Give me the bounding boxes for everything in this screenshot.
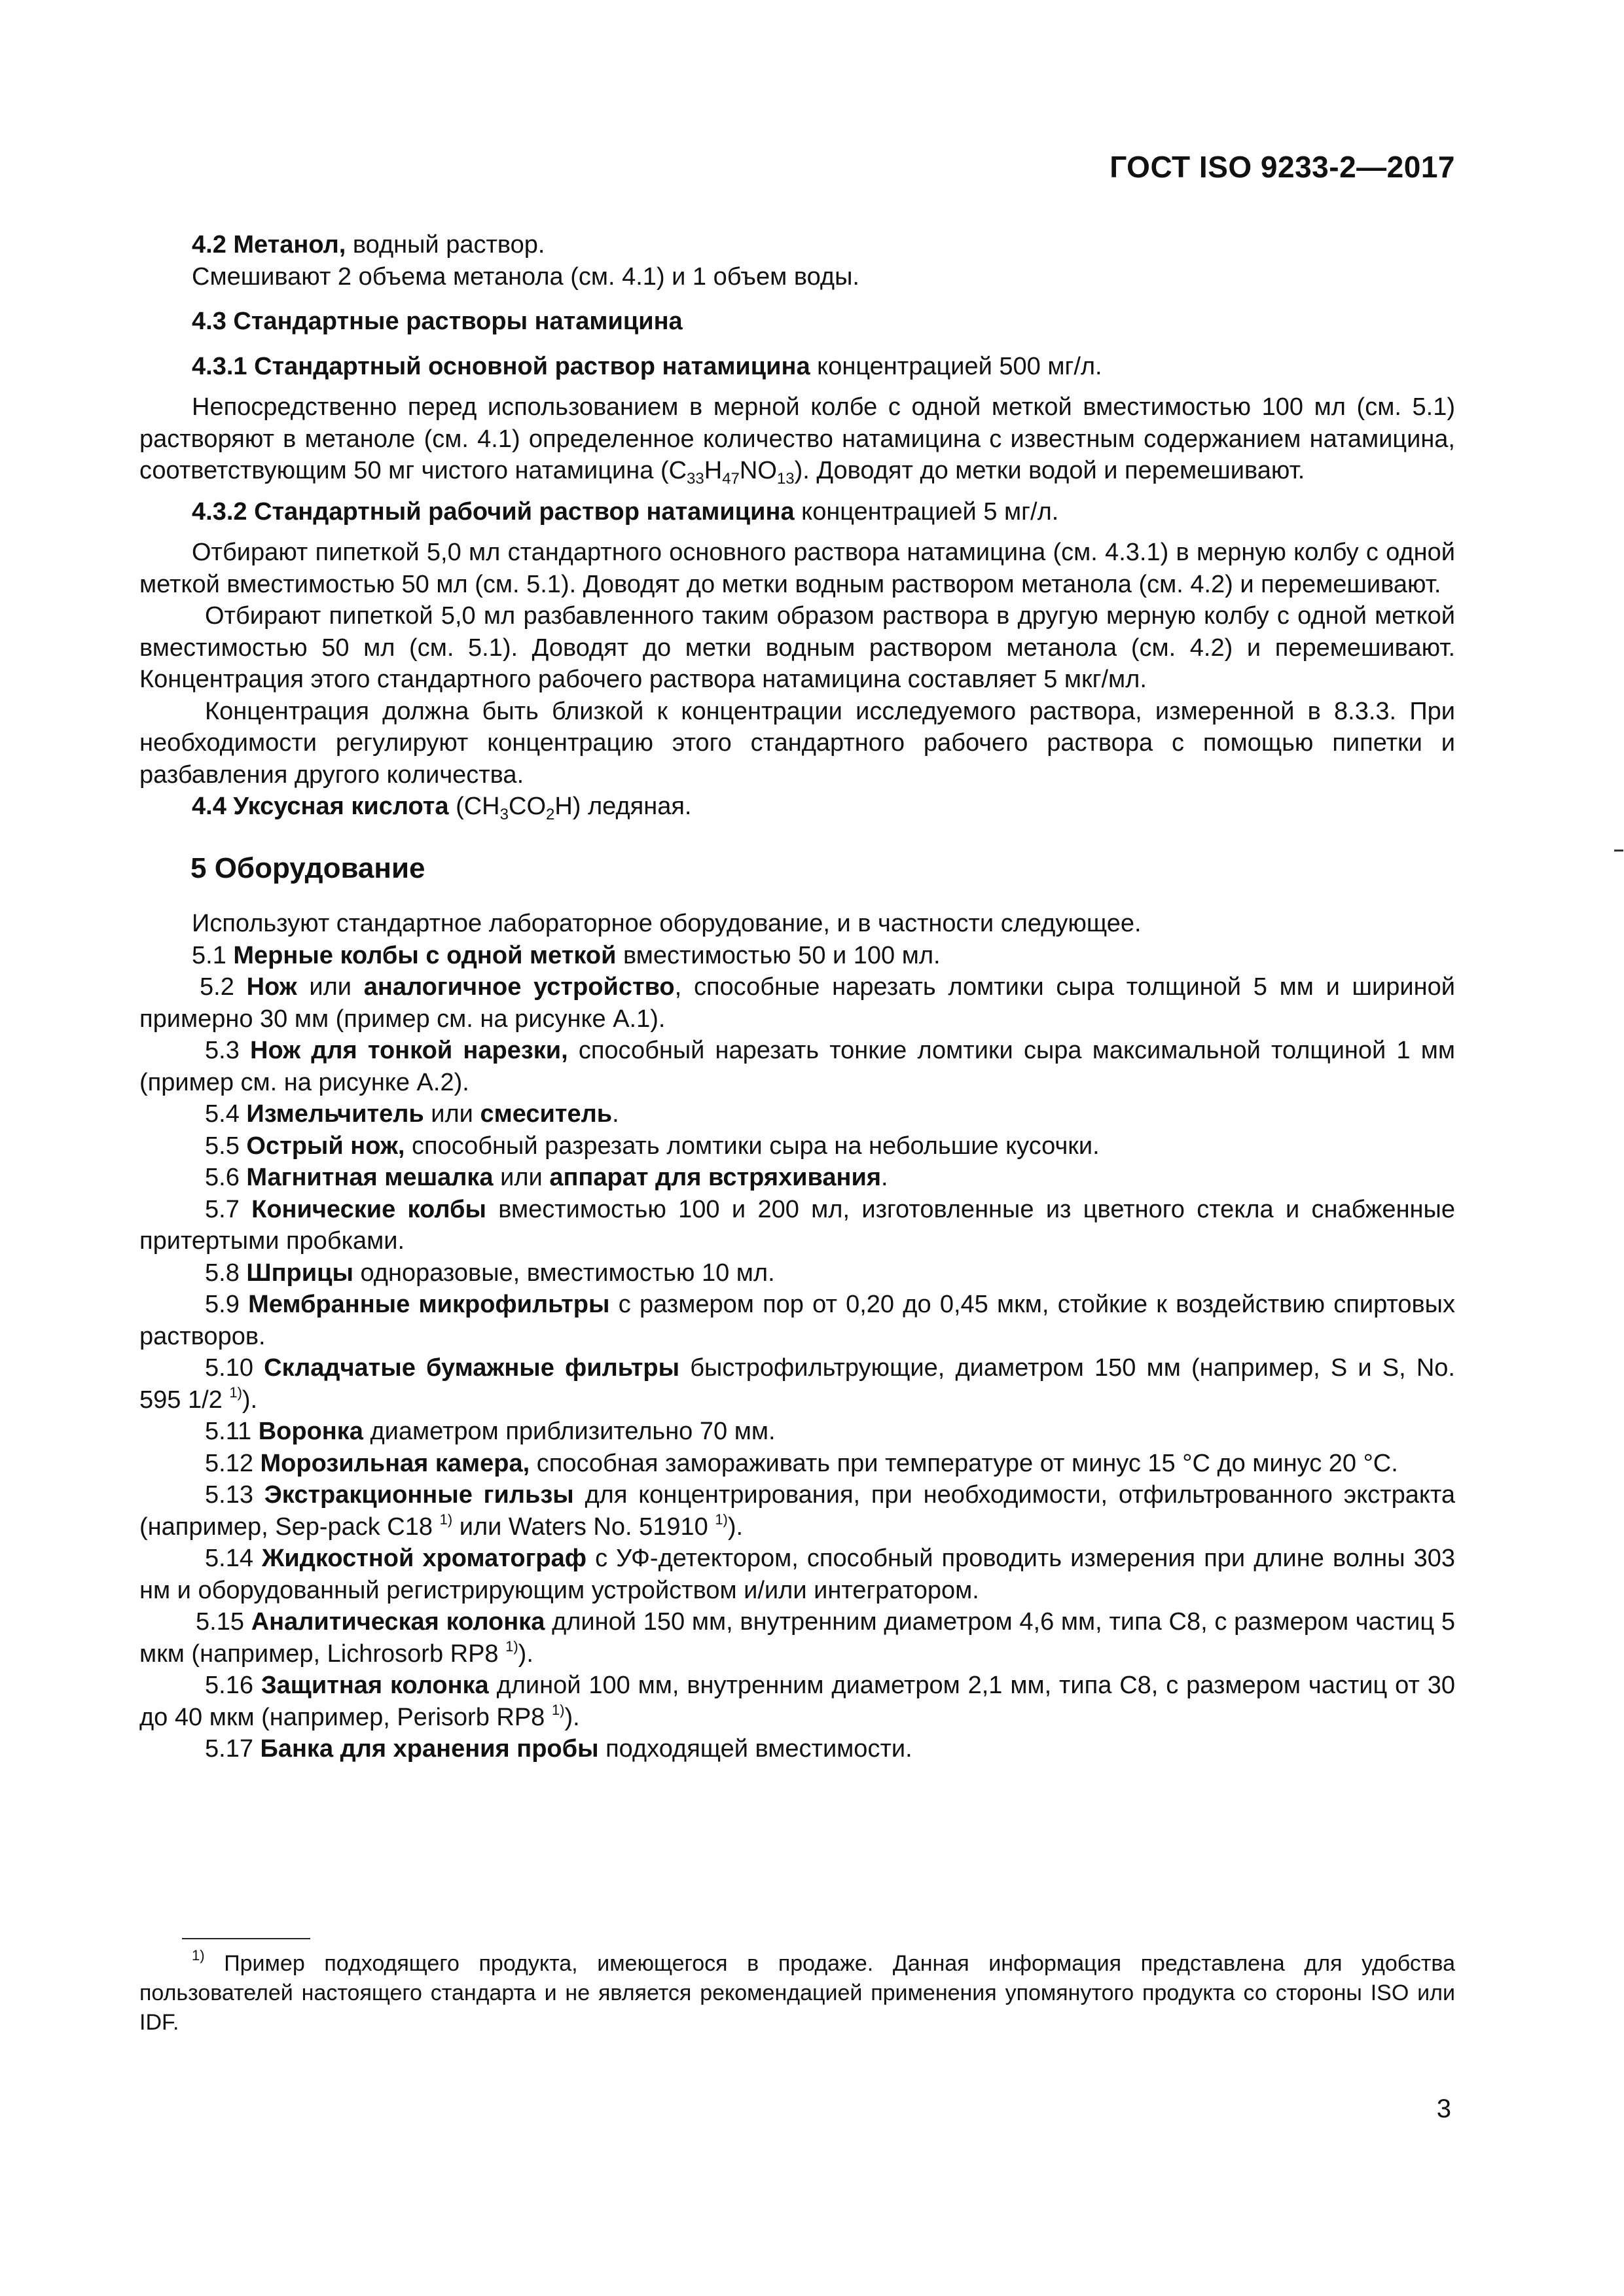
item-5-13: 5.13 Экстракционные гильзы для концентрирования, при необходимости, отфильтрованного экстракта (например, Sep-pack C18 $^{1)}$ или Waters No. 51910 $^{1)}$).: [139, 1481, 1456, 1541]
item-5-5: 5.5 Острый нож, способный разрезать ломтики сыра на небольшие кусочки.: [205, 1132, 1100, 1160]
footnote-ref: 1): [551, 1701, 565, 1718]
para-4-4: 4.4 Уксусная кислота $(CH_3CO_2H)$ ледяная.: [192, 793, 692, 823]
page-number: 3: [1436, 2094, 1451, 2123]
para-4-2: 4.2 Метанол, водный раствор.: [192, 231, 545, 259]
document-body: [139, 229, 1455, 1765]
item-5-3: 5.3 Нож для тонкой нарезки, способный нарезать тонкие ломтики сыра максимальной толщиной 1 мм (пример см. на рисунке А.2).: [139, 1037, 1455, 1096]
item-5-7: 5.7 Конические колбы вместимостью 100 и 200 мл, изготовленные из цветного стекла и снабженные притертыми пробками.: [139, 1195, 1455, 1255]
item-5-11: 5.11 Воронка диаметром приблизительно 70 мм.: [205, 1418, 776, 1445]
heading-4-3: 4.3 Стандартные растворы натамицина: [192, 308, 683, 335]
para-4-3-2-p2: Отбирают пипеткой 5,0 мл разбавленного таким образом раствора в другую мерную колбу с одной меткой вместимостью 50 мл (см. 5.1). Доводят до метки водным раствором метанола (см. 4.2) и перемешивают. Концентрация этого стандартного рабочего раствора натамицина составляет 5 мкг/мл.: [139, 602, 1455, 693]
item-5-17: 5.17 Банка для хранения пробы подходящей вместимости.: [205, 1735, 912, 1763]
footnote: $^{1)}$ Пример подходящего продукта, имеющегося в продаже. Данная информация представлена для удобства пользователей настоящего стандарта и не является рекомендацией применения упомянутого продукта со стороны ISO или IDF.: [139, 1947, 1455, 2035]
item-5-4: 5.4 Измельчитель или смеситель.: [205, 1100, 619, 1128]
term-bold: Метанол,: [233, 231, 346, 259]
section-title-5: 5 Оборудование: [190, 852, 425, 884]
item-5-2: 5.2 Нож или аналогичное устройство, способные нарезать ломтики сыра толщиной 5 мм и шириной примерно 30 мм (пример см. на рисунке А.1).: [139, 973, 1455, 1033]
item-5-8: 5.8 Шприцы одноразовые, вместимостью 10 мл.: [205, 1259, 775, 1287]
para-4-3-2: 4.3.2 Стандартный рабочий раствор натамицина концентрацией 5 мг/л.: [192, 497, 1059, 526]
item-5-10: 5.10 Складчатые бумажные фильтры быстрофильтрующие, диаметром 150 мм (например, S и S, No. 595 1/2 $^{1)}$).: [139, 1354, 1455, 1414]
footnote-ref: 1): [439, 1511, 453, 1528]
para-4-3-1: 4.3.1 Стандартный основной раствор натамицина концентрацией 500 мг/л.: [192, 352, 1102, 380]
para-5-intro: Используют стандартное лабораторное оборудование, и в частности следующее.: [192, 910, 1142, 937]
standard-header: ГОСТ ISO 9233-2—2017: [1110, 150, 1455, 184]
footnote-ref: 1): [505, 1638, 518, 1655]
item-5-15: 5.15 Аналитическая колонка длиной 150 мм, внутренним диаметром 4,6 мм, типа C8, с размером частиц 5 мкм (например, Lichrosorb RP8 $^{1)}$).: [139, 1608, 1456, 1668]
item-5-1: 5.1 Мерные колбы с одной меткой вместимостью 50 и 100 мл.: [192, 941, 941, 969]
item-5-6: 5.6 Магнитная мешалка или аппарат для встряхивания.: [205, 1164, 888, 1191]
para-4-3-2-p3: Концентрация должна быть близкой к концентрации исследуемого раствора, измеренной в 8.3.3. При необходимости регулируют концентрацию этого стандартного рабочего раствора с помощью пипетки и разбавления другого количества.: [139, 697, 1455, 789]
footnote-ref: 1): [715, 1511, 728, 1528]
para-4-2-text: Смешивают 2 объема метанола (см. 4.1) и 1 объем воды.: [192, 262, 859, 291]
para-4-3-2-p1: Отбирают пипеткой 5,0 мл стандартного основного раствора натамицина (см. 4.3.1) в мерную колбу с одной меткой вместимостью 50 мл (см. 5.1). Доводят до метки водным раствором метанола (см. 4.2) и перемешивают.: [139, 539, 1455, 598]
item-5-16: 5.16 Защитная колонка длиной 100 мм, внутренним диаметром 2,1 мм, типа C8, с размером частиц от 30 до 40 мкм (например, Perisorb RP8 $^{1)}$).: [139, 1672, 1455, 1731]
item-5-12: 5.12 Морозильная камера, способная замораживать при температуре от минус 15 °С до минус 20 °С.: [205, 1449, 1398, 1477]
section-number: 4.2: [192, 231, 226, 259]
footnote-mark: 1): [192, 1947, 205, 1964]
item-5-9: 5.9 Мембранные микрофильтры с размером пор от 0,20 до 0,45 мкм, стойкие к воздействию спиртовых растворов.: [139, 1291, 1455, 1350]
margin-mark: [1614, 850, 1623, 852]
item-5-14: 5.14 Жидкостной хроматограф с УФ-детектором, способный проводить измерения при длине волны 303 нм и оборудованный регистрирующим устройством и/или интегратором.: [139, 1545, 1455, 1604]
footnote-separator: [182, 1938, 310, 1939]
footnote-ref: 1): [229, 1384, 242, 1401]
para-4-3-1-text: Непосредственно перед использованием в мерной колбе с одной меткой вместимостью 100 мл (см. 5.1) растворяют в метаноле (см. 4.1) определенное количество натамицина с известным содержанием натамицина, соответствующим 50 мг чистого натамицина $(C_{33}H_{47}NO_{13})$. Доводят до метки водой и перемешивают.: [139, 393, 1455, 488]
